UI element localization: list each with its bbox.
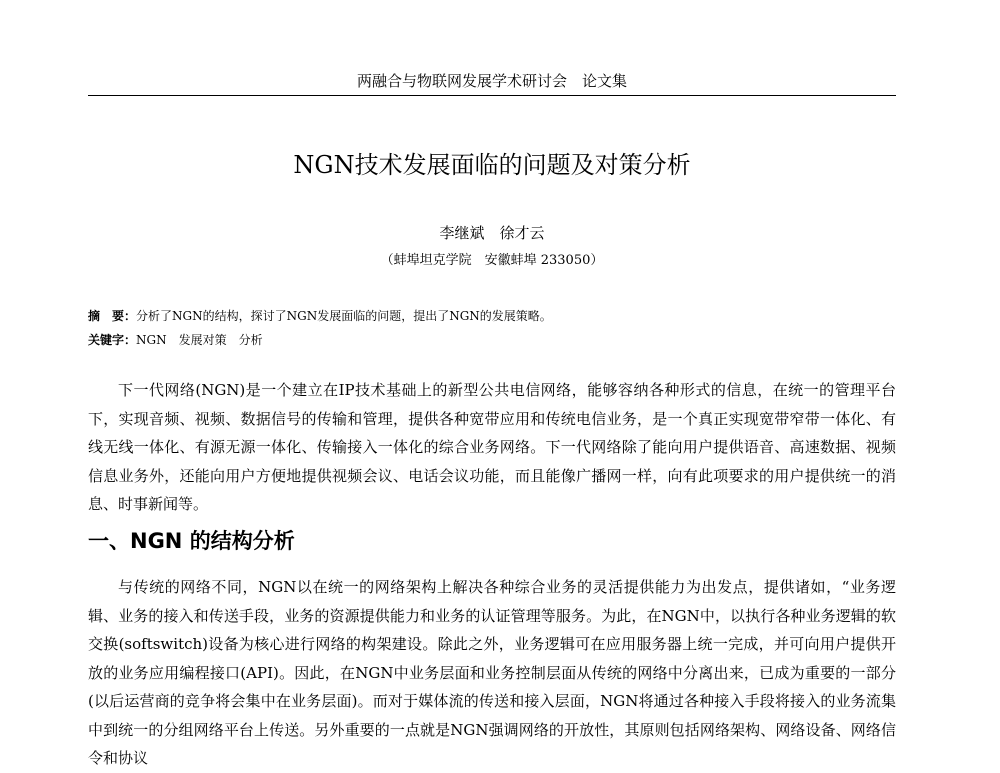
abstract-text: 分析了NGN的结构，探讨了NGN发展面临的问题，提出了NGN的发展策略。 <box>136 309 552 323</box>
keywords <box>88 330 896 350</box>
header-divider <box>88 95 896 96</box>
section-paragraph: 与传统的网络不同，NGN以在统一的网络架构上解决各种综合业务的灵活提供能力为出发点，提供诸如，“业务逻辑、业务的接入和传送手段，业务的资源提供能力和业务的认证管理等服务。为此，在NGN中，以执行各种业务逻辑的软交换(softswitch)设备为核心进行网络的构架建设。除此之外，业务逻辑可在应用服务器上统一完成，并可向用户提供开放的业务应用编程接口(API)。因此，在NGN中业务层面和业务控制层面从传统的网络中分离出来，已成为重要的一部分(以后运营商的竞争将会集中在业务层面)。而对于媒体流的传送和接入层面，NGN将通过各种接入手段将接入的业务流集中到统一的分组网络平台上传送。另外重要的一点就是NGN强调网络的开放性，其原则包括网络架构、网络设备、网络信令和协议 <box>88 578 896 767</box>
keywords-label: 关键字： <box>88 333 137 347</box>
paper-authors: 李继斌 徐才云 <box>439 224 545 242</box>
section-heading: 一、NGN 的结构分析 <box>88 529 295 553</box>
author-affiliation: （蚌埠坦克学院 安徽蚌埠 233050） <box>380 253 604 268</box>
running-header: 两融合与物联网发展学术研讨会 论文集 <box>356 72 627 90</box>
paper-title: NGN技术发展面临的问题及对策分析 <box>293 151 691 179</box>
intro-paragraph: 下一代网络(NGN)是一个建立在IP技术基础上的新型公共电信网络，能够容纳各种形式的信息，在统一的管理平台下，实现音频、视频、数据信号的传输和管理，提供各种宽带应用和传统电信业务，是一个真正实现宽带窄带一体化、有线无线一体化、有源无源一体化、传输接入一体化的综合业务网络。下一代网络除了能向用户提供语音、高速数据、视频信息业务外，还能向用户方便地提供视频会议、电话会议功能，而且能像广播网一样，向有此项要求的用户提供统一的消息、时事新闻等。 <box>88 381 896 513</box>
keywords-text: NGN 发展对策 分析 <box>136 333 263 347</box>
abstract-label: 摘 要： <box>88 309 137 323</box>
abstract <box>88 306 896 326</box>
